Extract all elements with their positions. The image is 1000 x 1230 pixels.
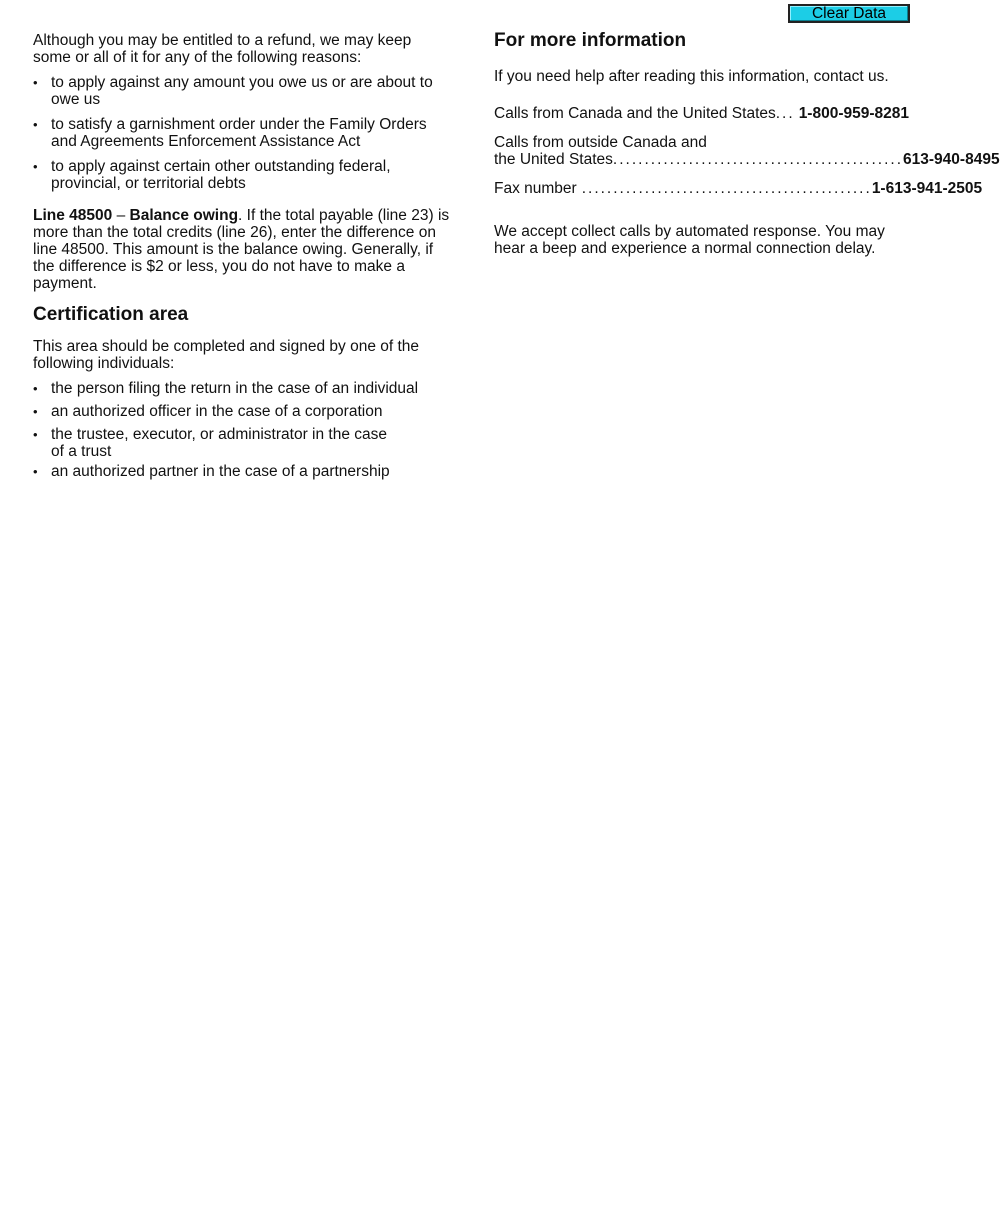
contact-number: 613-940-8495	[903, 151, 1000, 168]
contact-label: the United States	[494, 151, 613, 168]
contact-row-fax	[494, 180, 983, 197]
more-info-heading: For more information	[494, 30, 687, 51]
leader-dots: ..............................................	[612, 151, 904, 168]
contact-label-line1: Calls from outside Canada and	[494, 134, 707, 151]
collect-calls-note: We accept collect calls by automated response. You may hear a beep and experience a normal connection delay.	[494, 223, 885, 257]
leader-dots: ...	[775, 105, 795, 122]
dash: –	[112, 207, 130, 224]
contact-number: 1-800-959-8281	[798, 105, 909, 122]
list-item: • to apply against certain other outstanding federal, provincial, or territorial debts	[33, 158, 453, 192]
contact-label: Calls from Canada and the United States	[494, 105, 776, 122]
list-item: • an authorized partner in the case of a partnership	[33, 463, 453, 480]
certification-section	[33, 338, 453, 480]
contact-row-canada-us	[494, 105, 909, 122]
line-title: Balance owing	[129, 207, 239, 224]
refund-intro-section	[33, 32, 453, 192]
contact-number: 1-613-941-2505	[871, 180, 983, 197]
balance-owing-paragraph	[33, 207, 453, 292]
contact-label: Fax number	[494, 180, 577, 197]
line-label: Line 48500	[33, 207, 113, 224]
list-item: • an authorized officer in the case of a corporation	[33, 403, 453, 420]
list-item: • to satisfy a garnishment order under the Family Orders and Agreements Enforcement Assistance Act	[33, 116, 453, 150]
certification-list	[33, 380, 453, 480]
list-item: • the trustee, executor, or administrator in the case of a trust	[33, 426, 396, 460]
contact-row-outside	[494, 134, 1000, 168]
certification-heading: Certification area	[33, 304, 189, 325]
clear-data-button[interactable]: Clear Data	[788, 4, 910, 23]
leader-dots: ..............................................	[581, 180, 872, 197]
list-item: • the person filing the return in the case of an individual	[33, 380, 453, 397]
list-item: • to apply against any amount you owe us or are about to owe us	[33, 74, 453, 108]
refund-reasons-list	[33, 74, 453, 192]
certification-intro: This area should be completed and signed by one of the following individuals:	[33, 338, 420, 372]
balance-owing-text: . If the total payable (line 23) is more than the total credits (line 26), enter the difference on line 48500. This amount is the balance owing. Generally, if the difference is $2 or less, you do not have to make a payment.	[33, 207, 450, 292]
refund-intro: Although you may be entitled to a refund, we may keep some or all of it for any of the following reasons:	[33, 32, 412, 66]
more-info-intro: If you need help after reading this information, contact us.	[494, 68, 889, 85]
